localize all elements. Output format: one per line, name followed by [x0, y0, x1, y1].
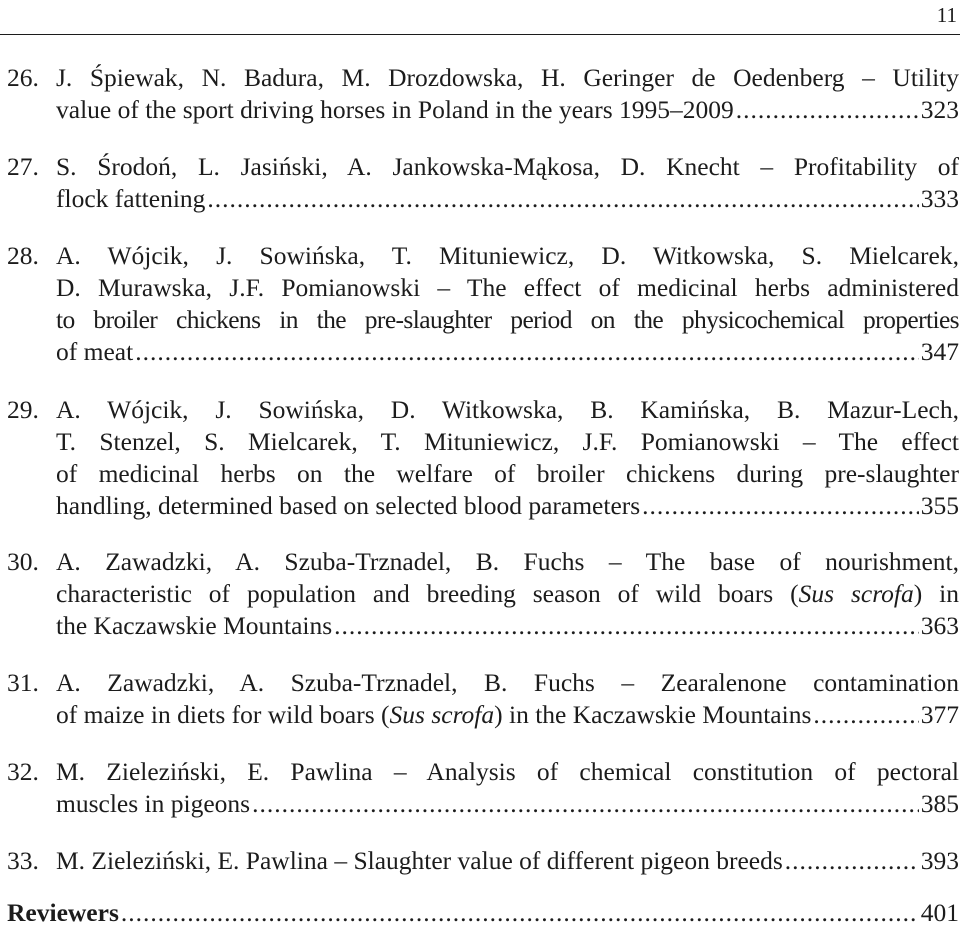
entry-text: ) in the Kaczawskie Mountains	[494, 700, 812, 729]
entry-title-end: of meat	[56, 337, 134, 366]
entry-line: S. Środoń, L. Jasiński, A. Jankowska-Mąkosa, D. Knecht – Profitability of	[56, 152, 959, 181]
entry-number: 30.	[7, 547, 39, 576]
entry-line	[56, 578, 959, 610]
entry-line: M. Zieleziński, E. Pawlina – Analysis of chemical constitution of pectoral	[56, 757, 959, 786]
dot-leader	[813, 699, 918, 731]
entry-number: 28.	[7, 241, 39, 270]
entry-line: A. Zawadzki, A. Szuba-Trznadel, B. Fuchs – Zearalenone contamination	[56, 668, 959, 697]
entry-line: of medicinal herbs on the welfare of broiler chickens during pre-slaughter	[56, 459, 959, 488]
entry-line: J. Śpiewak, N. Badura, M. Drozdowska, H. Geringer de Oedenberg – Utility	[56, 63, 959, 92]
toc-entry-28[interactable]	[0, 240, 960, 368]
reviewers-label: Reviewers	[7, 898, 119, 927]
header-rule	[0, 34, 960, 35]
entry-number: 29.	[7, 395, 39, 424]
toc-entry-30[interactable]	[0, 546, 960, 642]
dot-leader	[207, 183, 918, 215]
toc-entry-reviewers[interactable]	[0, 897, 960, 929]
entry-title-end	[56, 699, 811, 731]
entry-number: 26.	[7, 63, 39, 92]
entry-page: 401	[920, 898, 959, 927]
entry-line: to broiler chickens in the pre-slaughter period on the physicochemical properties	[56, 305, 959, 334]
entry-page: 393	[920, 846, 959, 875]
toc-entry-33[interactable]	[0, 845, 960, 877]
entry-page: 385	[920, 789, 959, 818]
entry-title-end: the Kaczawskie Mountains	[56, 611, 333, 640]
entry-page: 323	[920, 95, 959, 124]
species-name: Sus scrofa	[798, 579, 914, 608]
page-number: 11	[936, 3, 957, 27]
dot-leader	[135, 336, 919, 368]
entry-line: A. Zawadzki, A. Szuba-Trznadel, B. Fuchs – The base of nourishment,	[56, 547, 959, 576]
entry-number: 27.	[7, 152, 39, 181]
entry-line: T. Stenzel, S. Mielcarek, T. Mituniewicz, J.F. Pomianowski – The effect	[56, 427, 959, 456]
entry-page: 355	[920, 491, 959, 520]
species-name: Sus scrofa	[389, 700, 495, 729]
entry-page: 363	[920, 611, 959, 640]
entry-page: 333	[920, 184, 959, 213]
entry-number: 31.	[7, 668, 39, 697]
entry-text: of maize in diets for wild boars (	[56, 700, 390, 729]
entry-title-end: handling, determined based on selected blood parameters	[56, 491, 641, 520]
entry-title-end: muscles in pigeons	[56, 789, 251, 818]
entry-title-end: flock fattening	[56, 184, 206, 213]
entry-page: 347	[920, 337, 959, 366]
toc-entry-27[interactable]	[0, 151, 960, 215]
entry-number: 33.	[7, 846, 39, 875]
dot-leader	[642, 490, 919, 522]
entry-text: ) in	[913, 579, 960, 608]
dot-leader	[121, 897, 919, 929]
entry-line: A. Wójcik, J. Sowińska, T. Mituniewicz, D. Witkowska, S. Mielcarek,	[56, 241, 959, 270]
entry-title-end: M. Zieleziński, E. Pawlina – Slaughter value of different pigeon breeds	[56, 846, 783, 875]
entry-line: D. Murawska, J.F. Pomianowski – The effect of medicinal herbs administered	[56, 273, 959, 302]
toc-entry-29[interactable]	[0, 394, 960, 522]
dot-leader	[785, 845, 919, 877]
entry-number: 32.	[7, 757, 39, 786]
entry-text: characteristic of population and breeding season of wild boars (	[56, 579, 799, 608]
entry-page: 377	[920, 700, 959, 729]
dot-leader	[736, 94, 919, 126]
toc-entry-26[interactable]	[0, 62, 960, 126]
entry-title-end: value of the sport driving horses in Poland in the years 1995–2009	[56, 95, 734, 124]
toc-entry-31[interactable]	[0, 667, 960, 731]
dot-leader	[334, 610, 919, 642]
entry-line: A. Wójcik, J. Sowińska, D. Witkowska, B. Kamińska, B. Mazur-Lech,	[56, 395, 959, 424]
dot-leader	[252, 788, 919, 820]
toc-entry-32[interactable]	[0, 756, 960, 820]
